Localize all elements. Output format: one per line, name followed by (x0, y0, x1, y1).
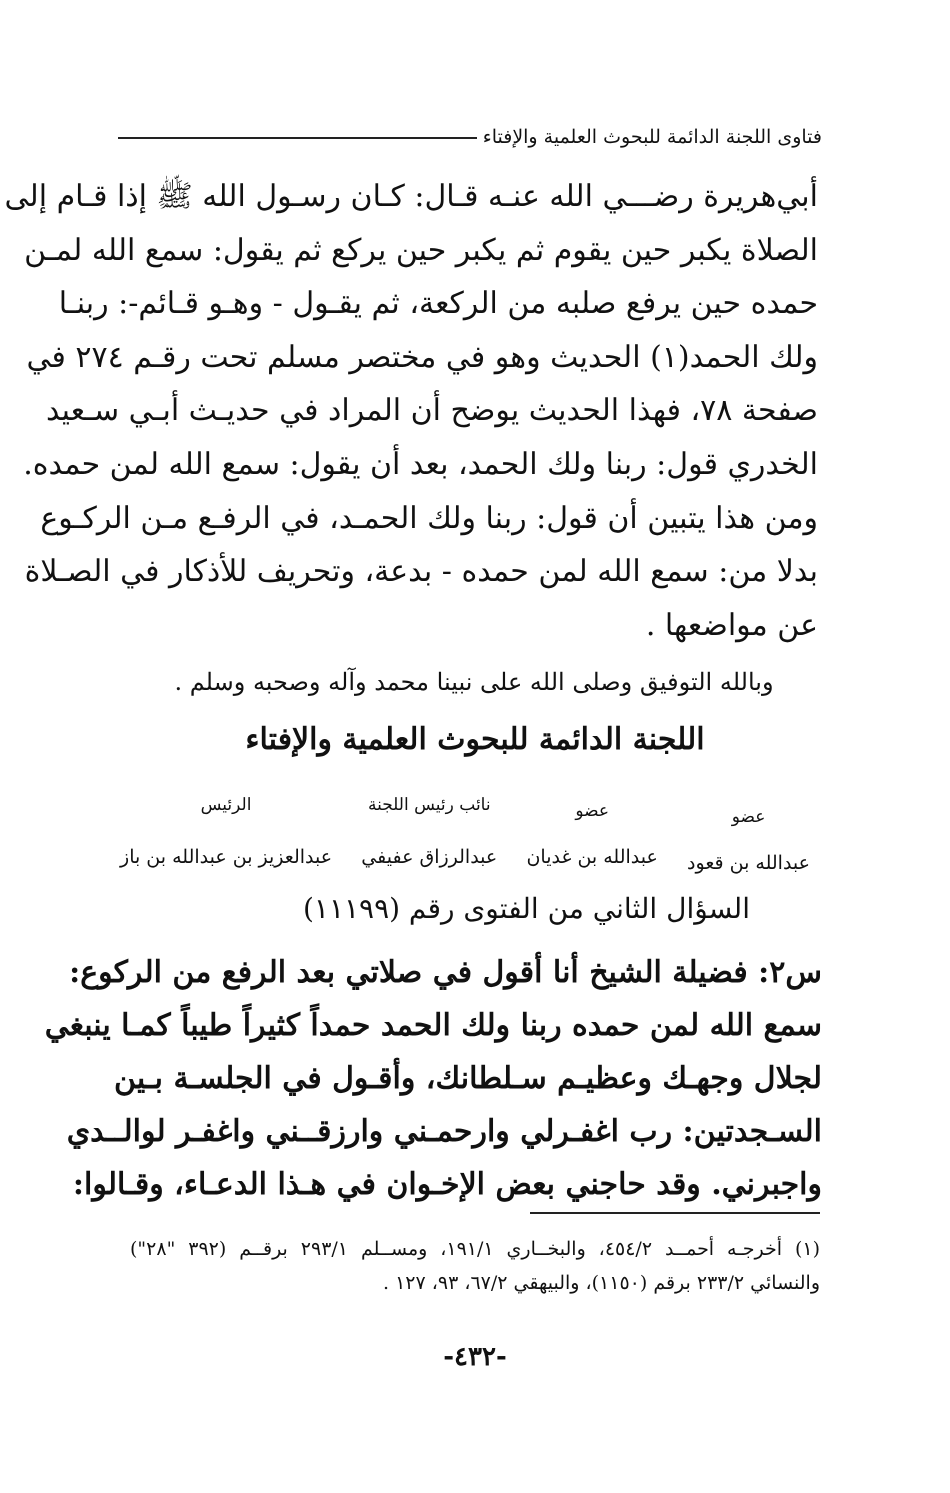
answer-line: حمده حين يرفع صلبه من الركعة، ثم يقـول - وهـو قـائم-: ربنـا (58, 286, 818, 322)
question-line: واجبرني. وقد حاجني بعض الإخـوان في هـذا الدعـاء، وقـالوا: (72, 1167, 822, 1202)
running-header-rule (118, 137, 477, 139)
footnote-separator (530, 1212, 820, 1214)
signatory-name: عبدالرزاق عفيفي (361, 846, 498, 868)
signatory-role: الرئيس (200, 795, 252, 815)
signatory-role: عضو (731, 807, 766, 827)
running-header (118, 122, 822, 152)
question-line: السـجدتين: رب اغفـرلي وارحمـني وارزقــني واغفـر لوالــدي (66, 1114, 822, 1149)
committee-title: اللجنة الدائمة للبحوث العلمية والإفتاء (245, 722, 705, 757)
question-reference: السؤال الثاني من الفتوى رقم (١١١٩٩) (302, 892, 750, 925)
signatory-name: عبدالله بن قعود (687, 852, 810, 874)
signatories (120, 790, 810, 878)
answer-line: عن مواضعها . (645, 607, 818, 643)
answer-line: صفحة ٧٨، فهذا الحديث يوضح أن المراد في حديـث أبـي سـعيد (45, 393, 818, 429)
footnote-line: (١) أخرجـه أحمــد ٤٥٤/٢، والبخــاري ١٩١/١، ومســلم ٢٩٣/١ برقــم (٣٩٢ "٢٨") (130, 1238, 821, 1260)
running-header-title: فتاوى اللجنة الدائمة للبحوث العلمية والإفتاء (482, 126, 822, 148)
answer-line: ولك الحمد(١) الحديث وهو في مختصر مسلم تحت رقـم ٢٧٤ في (26, 339, 818, 375)
page-number: -٤٣٢- (443, 1342, 507, 1372)
signatory (361, 790, 497, 878)
fatwa-answer-text (4, 170, 818, 652)
answer-line: أبي‌هريرة رضـــي الله عنـه قـال: كـان رسـول الله ﷺ إذا قـام إلى (4, 179, 818, 214)
footnote (130, 1232, 820, 1300)
closing-formula: وبالله التوفيق وصلى الله على نبينا محمد وآله وصحبه وسلم . (174, 668, 774, 696)
footnote-line: والنسائي ٢٣٣/٢ برقم (١١٥٠)، والبيهقي ٦٧/٢، ٩٣، ١٢٧ . (382, 1272, 820, 1294)
question-line: س٢: فضيلة الشيخ أنا أقول في صلاتي بعد الرفع من الركوع: (69, 955, 822, 990)
question-line: لجلال وجهـك وعظيـم سـلطانك، وأقـول في الجلسـة بـين (113, 1061, 822, 1096)
answer-line: ومن هذا يتبين أن قول: ربنا ولك الحمـد، في الرفـع مـن الركـوع (40, 500, 818, 536)
signatory (120, 790, 332, 878)
question-line: سمع الله لمن حمده ربنا ولك الحمد حمداً كثيراً طيباً كمـا ينبغي (44, 1008, 822, 1043)
signatory-name: عبدالعزيز بن عبدالله بن باز (120, 846, 333, 868)
signatory (526, 790, 657, 878)
signatory-role: عضو (575, 801, 609, 821)
answer-line: بدلا من: سمع الله لمن حمده - بدعة، وتحريف للأذكار في الصـلاة (24, 554, 818, 590)
answer-line: الخدري قول: ربنا ولك الحمد، بعد أن يقول: سمع الله لمن حمده. (23, 446, 818, 482)
signatory (687, 790, 810, 878)
signatory-name: عبدالله بن غديان (526, 846, 658, 868)
answer-line: الصلاة يكبر حين يقوم ثم يكبر حين يركع ثم يقول: سمع الله لمـن (24, 232, 818, 268)
question-text (44, 946, 822, 1211)
signatory-role: نائب رئيس اللجنة (367, 795, 491, 815)
